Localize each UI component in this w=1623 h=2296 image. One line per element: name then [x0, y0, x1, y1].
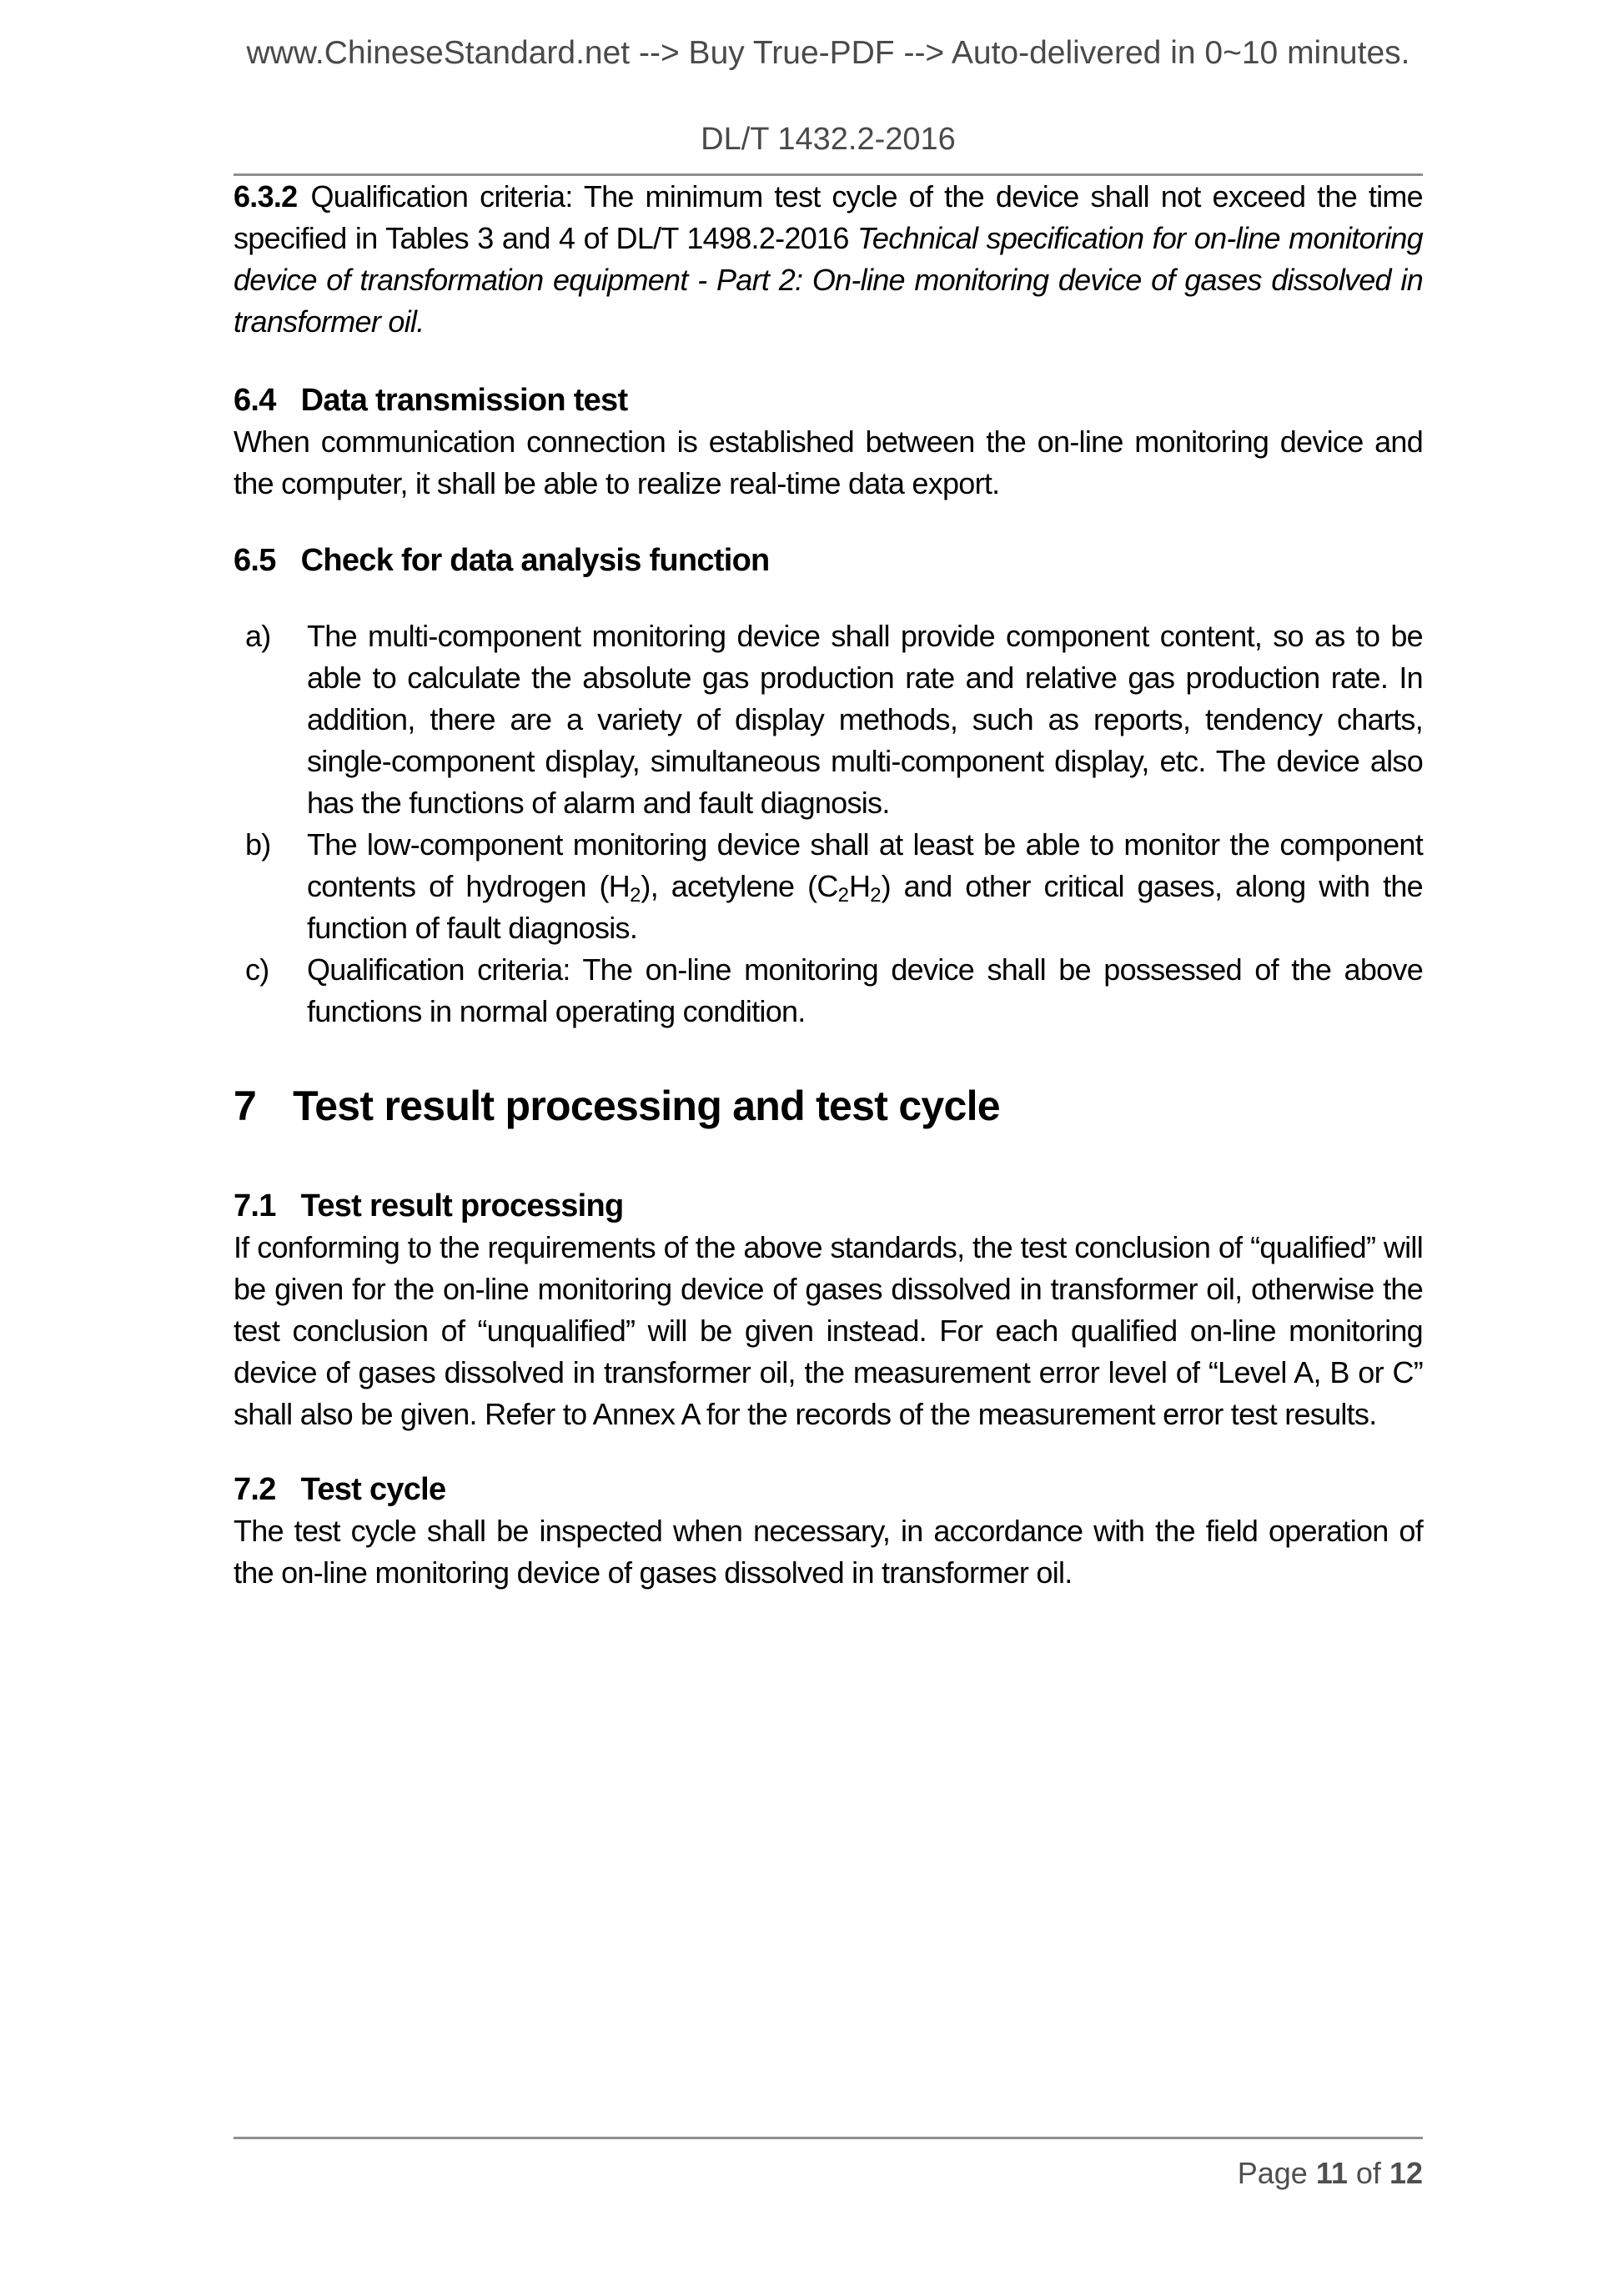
paragraph-6-4: When communication connection is established between the on-line monitoring device and the computer, it shall be able to realize real-time data export.: [234, 425, 1423, 500]
page-total: 12: [1389, 2156, 1423, 2190]
heading-6-4: [234, 379, 1423, 421]
page-current: 11: [1315, 2156, 1348, 2190]
heading-number: 7.2: [234, 1472, 276, 1507]
heading-title: Test cycle: [300, 1472, 446, 1507]
document-body: [234, 176, 1423, 1594]
paragraph-6-3-2: [234, 176, 1423, 343]
paragraph-7-1: If conforming to the requirements of the above standards, the test conclusion of “qualified” will be given for the on-line monitoring device of gases dissolved in transformer oil, otherwise the test conclusion of “unqualified” will be given instead. For each qualified on-line monitoring device of gases dissolved in transformer oil, the measurement error level of “Level A, B or C” shall also be given. Refer to Annex A for the records of the measurement error test results.: [234, 1230, 1423, 1431]
heading-title: Data transmission test: [300, 383, 628, 418]
list-item-c-text: Qualification criteria: The on-line monitoring device shall be possessed of the above functions in normal operating condition.: [307, 952, 1423, 1028]
text-segment: ), acetylene (C: [641, 869, 838, 903]
list-item-b: [234, 824, 1423, 949]
text-segment: ) and other critical gases, along with the function of fault diagnosis.: [307, 869, 1423, 945]
page-header: [234, 0, 1423, 158]
heading-number: 7.1: [234, 1188, 276, 1223]
heading-7-1: [234, 1185, 1423, 1227]
heading-number: 6.4: [234, 383, 276, 418]
subscript: 2: [837, 884, 849, 907]
text-segment: The low-component monitoring device shall at least be able to monitor the component contents of hydrogen (H: [307, 827, 1423, 903]
text-segment: H: [849, 869, 871, 903]
heading-title: Test result processing: [300, 1188, 624, 1223]
heading-7-2: [234, 1469, 1423, 1510]
clause-text: Qualification criteria: The minimum test cycle of the device shall not exceed the time specified in Tables 3 and 4 of DL/T 1498.2-2016: [234, 179, 1423, 255]
lettered-list: [234, 615, 1423, 1032]
page-number: [1238, 2155, 1423, 2192]
heading-7: [234, 1080, 1423, 1132]
heading-title: Test result processing and test cycle: [293, 1083, 1000, 1129]
list-item-a-text: The multi-component monitoring device shall provide component content, so as to be able to calculate the absolute gas production rate and relative gas production rate. In addition, there are a variety of display methods, such as reports, tendency charts, single-component display, simultaneous multi-component display, etc. The device also has the functions of alarm and fault diagnosis.: [307, 619, 1423, 820]
document-number: DL/T 1432.2-2016: [701, 122, 956, 157]
subscript: 2: [630, 884, 641, 907]
list-item-c: [234, 949, 1423, 1032]
list-marker-a: a): [245, 619, 271, 653]
list-item-b-text: [307, 827, 1423, 945]
list-marker-c: c): [245, 952, 269, 987]
subscript: 2: [870, 884, 882, 907]
list-item-a: [234, 615, 1423, 824]
of-word: of: [1355, 2156, 1381, 2190]
page-word: Page: [1237, 2156, 1308, 2190]
heading-6-5: [234, 540, 1423, 581]
clause-number: 6.3.2: [234, 179, 298, 214]
header-watermark-text: www.ChineseStandard.net --> Buy True-PDF --> Auto-delivered in 0~10 minutes.: [246, 35, 1410, 71]
paragraph-7-2: The test cycle shall be inspected when necessary, in accordance with the field operation of the on-line monitoring device of gases dissolved in transformer oil.: [234, 1514, 1423, 1590]
heading-number: 6.5: [234, 543, 276, 578]
referenced-standard-title: Technical specification for on-line monitoring device of transformation equipment - Part 2: On-line monitoring device of gases dissolved in transformer oil.: [234, 221, 1423, 339]
heading-number: 7: [234, 1083, 257, 1129]
footer-divider: [234, 2137, 1423, 2139]
heading-title: Check for data analysis function: [300, 543, 770, 578]
list-marker-b: b): [245, 827, 271, 862]
